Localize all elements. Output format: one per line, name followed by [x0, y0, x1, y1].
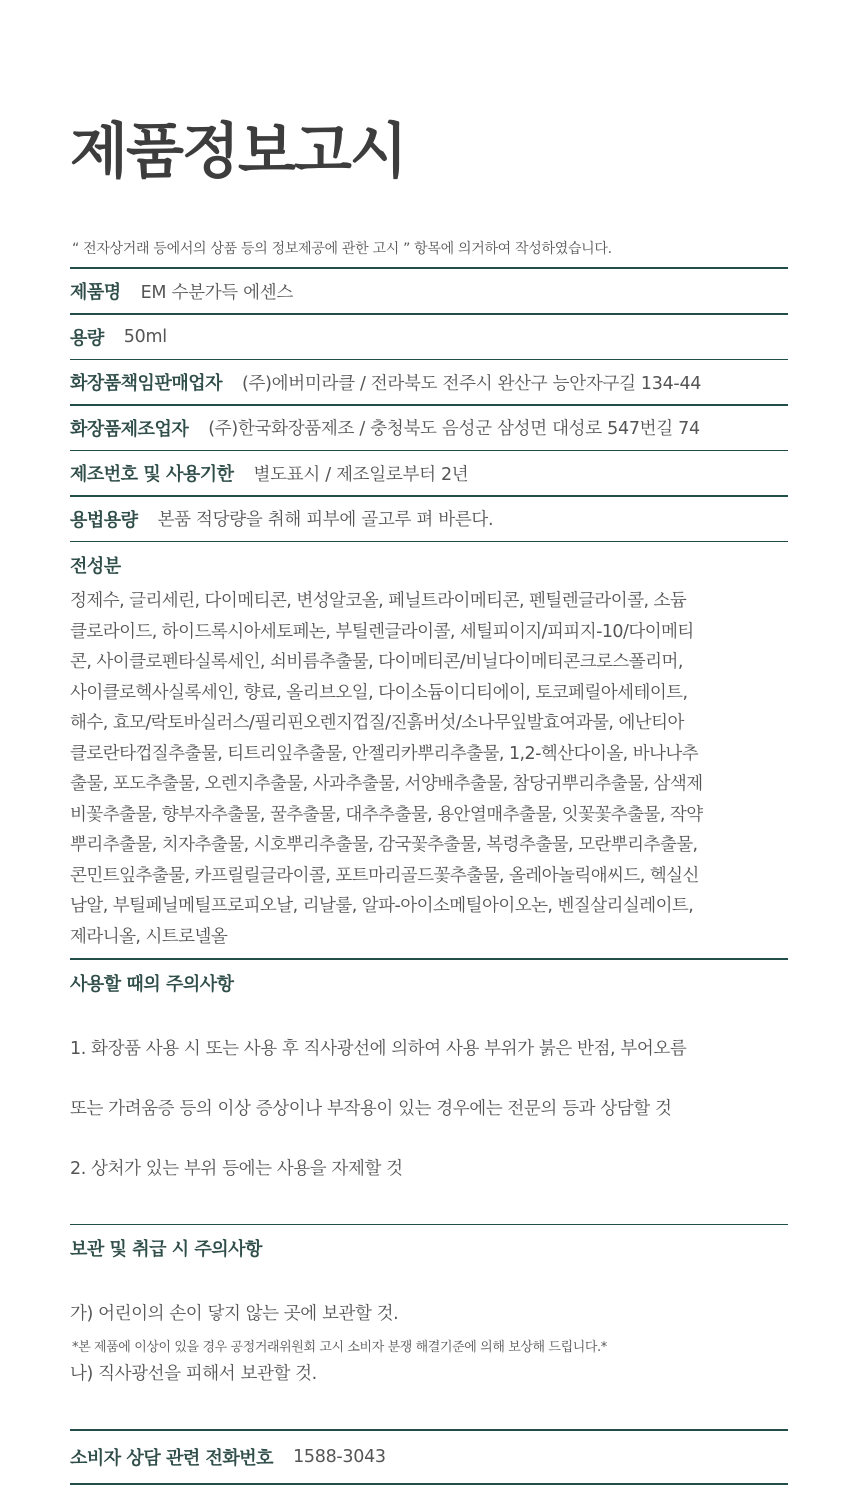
ingredient-line: 남알, 부틸페닐메틸프로피오날, 리날룰, 알파-아이소메틸아이오논, 벤질살리실레이트,: [70, 896, 694, 916]
caution-storage-section: [70, 1225, 788, 1429]
ingredient-line: 출물, 포도추출물, 오렌지추출물, 사과추출물, 서양배추출물, 참당귀뿌리추출물, 삼색제: [70, 774, 703, 794]
row-distributor: [70, 360, 788, 404]
storage-line: 나) 직사광선을 피해서 보관할 것.: [70, 1364, 317, 1384]
caution-use-label: 사용할 때의 주의사항: [70, 973, 234, 995]
contact-label: 소비자 상담 관련 전화번호: [70, 1447, 274, 1469]
ingredient-line: 뿌리추출물, 치자추출물, 시호뿌리추출물, 감국꽃추출물, 복령추출물, 모란뿌리추출물,: [70, 835, 698, 855]
row-manufacturer: [70, 406, 788, 450]
caution-use-section: [70, 960, 788, 1224]
ingredients-list: [70, 586, 788, 952]
ingredient-line: 해수, 효모/락토바실러스/필리핀오렌지껍질/진흙버섯/소나무잎발효여과물, 에난티아: [70, 713, 684, 733]
caution-use-text: [70, 1004, 788, 1214]
row-product-name: [70, 269, 788, 313]
row-volume: [70, 315, 788, 359]
row-label: 용법용량: [70, 509, 138, 531]
row-label: 용량: [70, 327, 104, 349]
ingredient-line: 비꽃추출물, 향부자추출물, 꿀추출물, 대추추출물, 용안열매추출물, 잇꽃꽃추출물, 작약: [70, 804, 703, 825]
row-value: 50ml: [123, 326, 167, 347]
intro-text: “ 전자상거래 등에서의 상품 등의 정보제공에 관한 고시 ” 항목에 의거하여 작성하였습니다.: [72, 241, 612, 257]
ingredient-line: 클로란타껍질추출물, 티트리잎추출물, 안젤리카뿌리추출물, 1,2-헥산다이올, 바나나추: [70, 743, 699, 764]
caution-storage-label: 보관 및 취급 시 주의사항: [70, 1239, 262, 1260]
ingredient-line: 제라니올, 시트로넬올: [70, 926, 228, 947]
info-table: [70, 267, 788, 1485]
ingredient-line: 콘민트잎추출물, 카프릴릴글라이콜, 포트마리골드꽃추출물, 올레아놀릭애씨드, 헥실신: [70, 865, 699, 886]
row-value: 별도표시 / 제조일로부터 2년: [253, 464, 469, 485]
caution-line: 또는 가려움증 등의 이상 증상이나 부작용이 있는 경우에는 전문의 등과 상담할 것: [70, 1098, 672, 1119]
ingredient-line: 사이클로헥사실록세인, 향료, 올리브오일, 다이소듐이디티에이, 토코페릴아세테이트,: [70, 682, 688, 703]
row-value: (주)에버미라클 / 전라북도 전주시 완산구 능안자구길 134-44: [242, 373, 702, 394]
row-value: 본품 적당량을 취해 피부에 골고루 펴 바른다.: [157, 510, 494, 530]
page-title: 제품정보고시: [70, 117, 406, 187]
ingredient-line: 콘, 사이클로펜타실록세인, 쇠비름추출물, 다이메티콘/비닐다이메티콘크로스폴리머,: [70, 652, 683, 672]
footnote: *본 제품에 이상이 있을 경우 공정거래위원회 고시 소비자 분쟁 해결기준에 의해 보상해 드립니다.*: [72, 1340, 607, 1355]
ingredient-line: 정제수, 글리세린, 다이메티콘, 변성알코올, 페닐트라이메티콘, 펜틸렌글라이콜, 소듐: [70, 591, 687, 611]
caution-line: 2. 상처가 있는 부위 등에는 사용을 자제할 것: [70, 1158, 403, 1179]
caution-line: 1. 화장품 사용 시 또는 사용 후 직사광선에 의하여 사용 부위가 붉은 반점, 부어오름: [70, 1038, 687, 1059]
contact-phone: 1588-3043: [293, 1446, 386, 1467]
ingredients-section: [70, 542, 788, 958]
row-usage: [70, 497, 788, 541]
storage-line: 가) 어린이의 손이 닿지 않는 곳에 보관할 것.: [70, 1304, 399, 1324]
ingredients-label: 전성분: [70, 556, 121, 577]
row-value: (주)한국화장품제조 / 충청북도 음성군 삼성면 대성로 547번길 74: [208, 419, 700, 439]
divider: [70, 1483, 788, 1485]
row-label: 제품명: [70, 282, 121, 303]
row-label: 화장품책임판매업자: [70, 373, 222, 394]
row-value: EM 수분가득 에센스: [140, 282, 293, 303]
row-label: 화장품제조업자: [70, 418, 189, 440]
row-contact: [70, 1431, 788, 1483]
ingredient-line: 클로라이드, 하이드록시아세토페논, 부틸렌글라이콜, 세틸피이지/피피지-10/다이메티: [70, 621, 694, 642]
row-expiry: [70, 451, 788, 495]
row-label: 제조번호 및 사용기한: [70, 464, 234, 485]
